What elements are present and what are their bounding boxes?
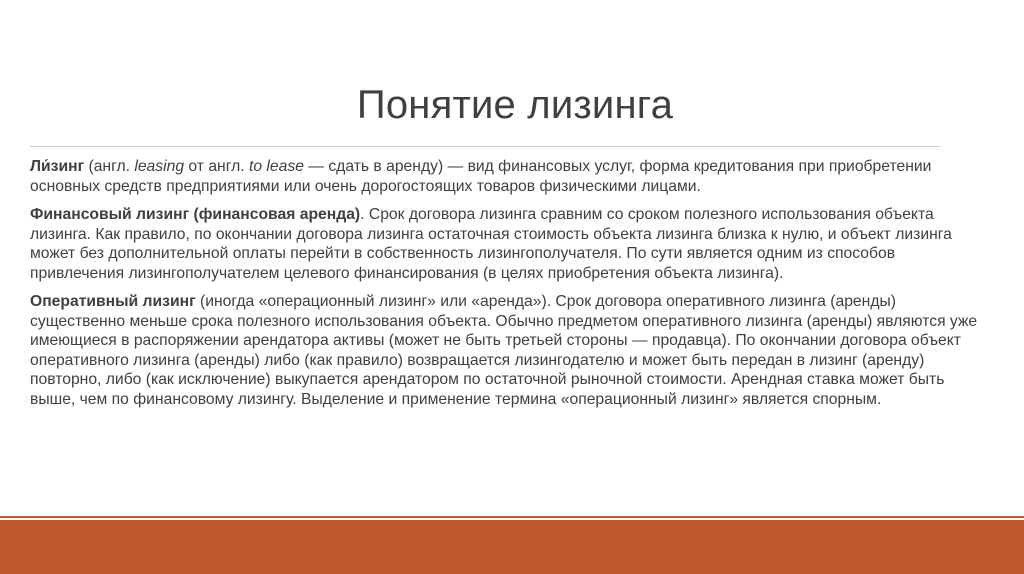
footer-band	[0, 520, 1024, 574]
title-divider	[30, 146, 940, 147]
english-term: leasing	[134, 158, 185, 175]
english-term: to lease	[248, 158, 304, 175]
paragraph-text: от англ.	[184, 158, 249, 175]
paragraph-text: — сдать в аренду) — вид финансовых услуг, форма кредитования при приобретении основных средств предприятиями или очень дорогостоящих товаров физическими лицами.	[30, 158, 932, 195]
slide-title: Понятие лизинга	[356, 83, 674, 127]
paragraph-text: (англ.	[84, 158, 135, 175]
slide-body	[30, 157, 990, 418]
paragraph-operating-leasing	[30, 292, 990, 409]
paragraph-leasing-definition	[30, 157, 990, 196]
term-leasing: Ли́зинг	[30, 158, 85, 175]
term-financial-leasing: Финансовый лизинг (финансовая аренда)	[30, 206, 361, 223]
footer-accent-line	[0, 516, 1024, 518]
paragraph-text: . Срок договора лизинга сравним со сроком полезного использования объекта лизинга. Как правило, по окончании договора лизинга остаточная стоимость объекта лизинга близка к нулю, и объект лизинга может без дополнительной оплаты перейти в собственность лизингополучателя. По сути является одним из способов привлечения лизингополучателем целевого финансирования (в целях приобретения объекта лизинга).	[30, 206, 952, 282]
paragraph-text: (иногда «операционный лизинг» или «аренда»). Срок договора оперативного лизинга (аренды) существенно меньше срока полезного использования объекта. Обычно предметом оперативного лизинга (аренды) являются уже имеющиеся в распоряжении арендатора активы (может не быть третьей стороны — продавца). По окончании договора объект оперативного лизинга (аренды) либо (как правило) возвращается лизингодателю и может быть передан в лизинг (аренду) повторно, либо (как исключение) выкупается арендатором по остаточной рыночной стоимости. Арендная ставка может быть выше, чем по финансовому лизингу. Выделение и применение термина «операционный лизинг» является спорным.	[30, 293, 978, 408]
paragraph-financial-leasing	[30, 205, 990, 283]
term-operating-leasing: Оперативный лизинг	[30, 293, 196, 310]
